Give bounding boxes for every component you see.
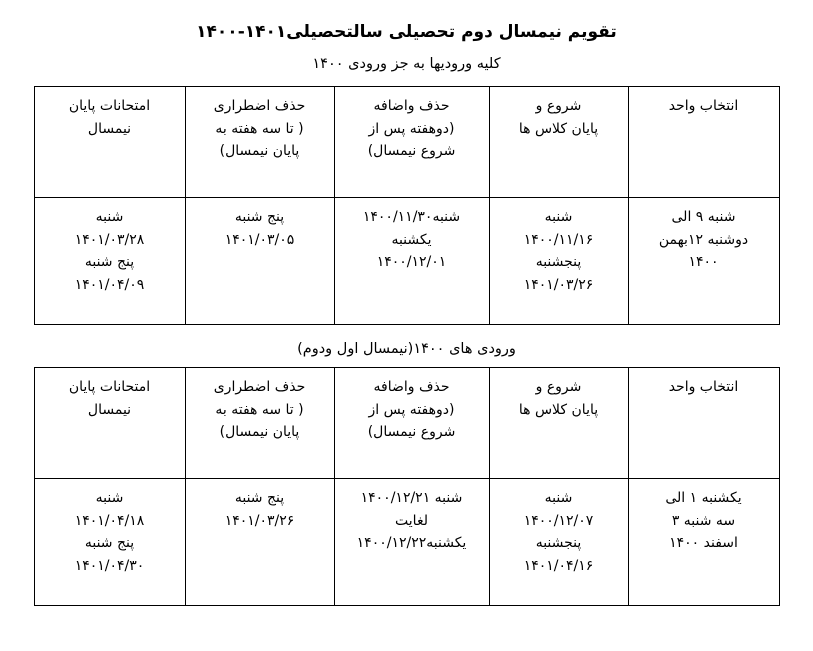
cell-line: ۱۴۰۱/۰۴/۰۹ bbox=[74, 277, 145, 294]
calendar-table-2-wrapper bbox=[0, 367, 813, 606]
cell-line: پنجشنبه bbox=[535, 535, 582, 552]
cell-class-start-end-dates bbox=[489, 479, 628, 606]
header-line: شروع و bbox=[535, 98, 582, 114]
header-cell-emergency-drop bbox=[185, 87, 334, 198]
cell-line: ۱۴۰۱/۰۳/۲۸ bbox=[74, 231, 145, 248]
table-row bbox=[34, 479, 779, 606]
cell-line: شنبه bbox=[95, 209, 124, 225]
cell-line: شنبه bbox=[95, 490, 124, 506]
header-cell-emergency-drop bbox=[185, 368, 334, 479]
table-header-row bbox=[34, 87, 779, 198]
section-note: ورودی های ۱۴۰۰(نیمسال اول ودوم) bbox=[297, 341, 516, 357]
header-cell-class-start-end bbox=[489, 368, 628, 479]
header-line: (دوهفته پس از bbox=[368, 120, 455, 137]
cell-line: شنبه ۱۴۰۰/۱۲/۲۱ bbox=[360, 490, 463, 506]
header-cell-add-drop bbox=[334, 87, 489, 198]
cell-line: ۱۴۰۱/۰۴/۱۶ bbox=[523, 558, 594, 575]
cell-line: لغایت bbox=[395, 512, 428, 529]
cell-final-exams-dates bbox=[34, 198, 185, 325]
cell-line: یکشنبه ۱ الی bbox=[665, 490, 742, 506]
header-line: ( تا سه هفته به bbox=[215, 120, 304, 137]
cell-line: ۱۴۰۰/۱۱/۱۶ bbox=[523, 231, 594, 248]
cell-line: ۱۴۰۰/۱۲/۰۷ bbox=[523, 512, 594, 529]
cell-line: ۱۴۰۰/۱۲/۰۱ bbox=[376, 254, 447, 271]
cell-line: شنبه bbox=[544, 209, 573, 225]
header-line: شروع نیمسال) bbox=[367, 143, 456, 160]
cell-course-selection-dates bbox=[628, 198, 779, 325]
header-cell-course-selection bbox=[628, 87, 779, 198]
cell-add-drop-dates bbox=[334, 479, 489, 606]
cell-line: اسفند ۱۴۰۰ bbox=[669, 535, 738, 552]
table-row bbox=[34, 198, 779, 325]
cell-line: شنبه bbox=[544, 490, 573, 506]
header-line: پایان کلاس ها bbox=[518, 120, 599, 137]
calendar-table-1-wrapper bbox=[0, 86, 813, 325]
cell-line: دوشنبه ۱۲بهمن bbox=[658, 231, 749, 248]
cell-line: ۱۴۰۰ bbox=[688, 254, 719, 271]
header-line: نیمسال bbox=[87, 120, 132, 137]
cell-line: ۱۴۰۱/۰۳/۰۵ bbox=[224, 231, 295, 248]
cell-line: ۱۴۰۱/۰۴/۳۰ bbox=[74, 558, 145, 575]
cell-line: ۱۴۰۱/۰۴/۱۸ bbox=[74, 512, 145, 529]
cell-emergency-drop-dates bbox=[185, 198, 334, 325]
header-line: حذف واضافه bbox=[373, 379, 450, 395]
header-line: پایان نیمسال) bbox=[219, 143, 300, 160]
header-line: پایان کلاس ها bbox=[518, 401, 599, 418]
cell-course-selection-dates bbox=[628, 479, 779, 606]
header-cell-class-start-end bbox=[489, 87, 628, 198]
cell-line: شنبه ۹ الی bbox=[671, 209, 736, 225]
header-line: پایان نیمسال) bbox=[219, 424, 300, 441]
cell-line: پنج شنبه bbox=[234, 490, 285, 506]
cell-line: پنج شنبه bbox=[84, 254, 135, 271]
cell-line: ۱۴۰۱/۰۳/۲۶ bbox=[224, 512, 295, 529]
cell-line: پنج شنبه bbox=[84, 535, 135, 552]
header-line: (دوهفته پس از bbox=[368, 401, 455, 418]
cell-line: پنجشنبه bbox=[535, 254, 582, 271]
header-cell-add-drop bbox=[334, 368, 489, 479]
cell-line: شنبه۱۴۰۰/۱۱/۳۰ bbox=[362, 209, 461, 225]
page-subtitle: کلیه ورودیها به جز ورودی ۱۴۰۰ bbox=[312, 56, 501, 72]
cell-line: یکشنبه۱۴۰۰/۱۲/۲۲ bbox=[356, 535, 467, 552]
header-line: حذف اضطراری bbox=[213, 98, 306, 114]
header-line: انتخاب واحد bbox=[668, 379, 739, 395]
header-line: ( تا سه هفته به bbox=[215, 401, 304, 418]
header-cell-course-selection bbox=[628, 368, 779, 479]
cell-line: یکشنبه bbox=[391, 231, 432, 248]
header-line: انتخاب واحد bbox=[668, 98, 739, 114]
cell-line: پنج شنبه bbox=[234, 209, 285, 225]
header-line: شروع و bbox=[535, 379, 582, 395]
header-line: حذف اضطراری bbox=[213, 379, 306, 395]
header-line: شروع نیمسال) bbox=[367, 424, 456, 441]
cell-add-drop-dates bbox=[334, 198, 489, 325]
header-line: نیمسال bbox=[87, 401, 132, 418]
calendar-table-1 bbox=[34, 86, 780, 325]
cell-emergency-drop-dates bbox=[185, 479, 334, 606]
table-header-row bbox=[34, 368, 779, 479]
calendar-table-2 bbox=[34, 367, 780, 606]
cell-line: سه شنبه ۳ bbox=[671, 512, 736, 529]
page-title: تقویم نیمسال دوم تحصیلی سالتحصیلی۱۴۰۱-۱۴۰۰ bbox=[196, 22, 617, 42]
cell-line: ۱۴۰۱/۰۳/۲۶ bbox=[523, 277, 594, 294]
document-page bbox=[0, 22, 813, 651]
header-cell-final-exams bbox=[34, 87, 185, 198]
header-cell-final-exams bbox=[34, 368, 185, 479]
cell-class-start-end-dates bbox=[489, 198, 628, 325]
header-line: حذف واضافه bbox=[373, 98, 450, 114]
header-line: امتحانات پایان bbox=[68, 98, 151, 114]
header-line: امتحانات پایان bbox=[68, 379, 151, 395]
cell-final-exams-dates bbox=[34, 479, 185, 606]
